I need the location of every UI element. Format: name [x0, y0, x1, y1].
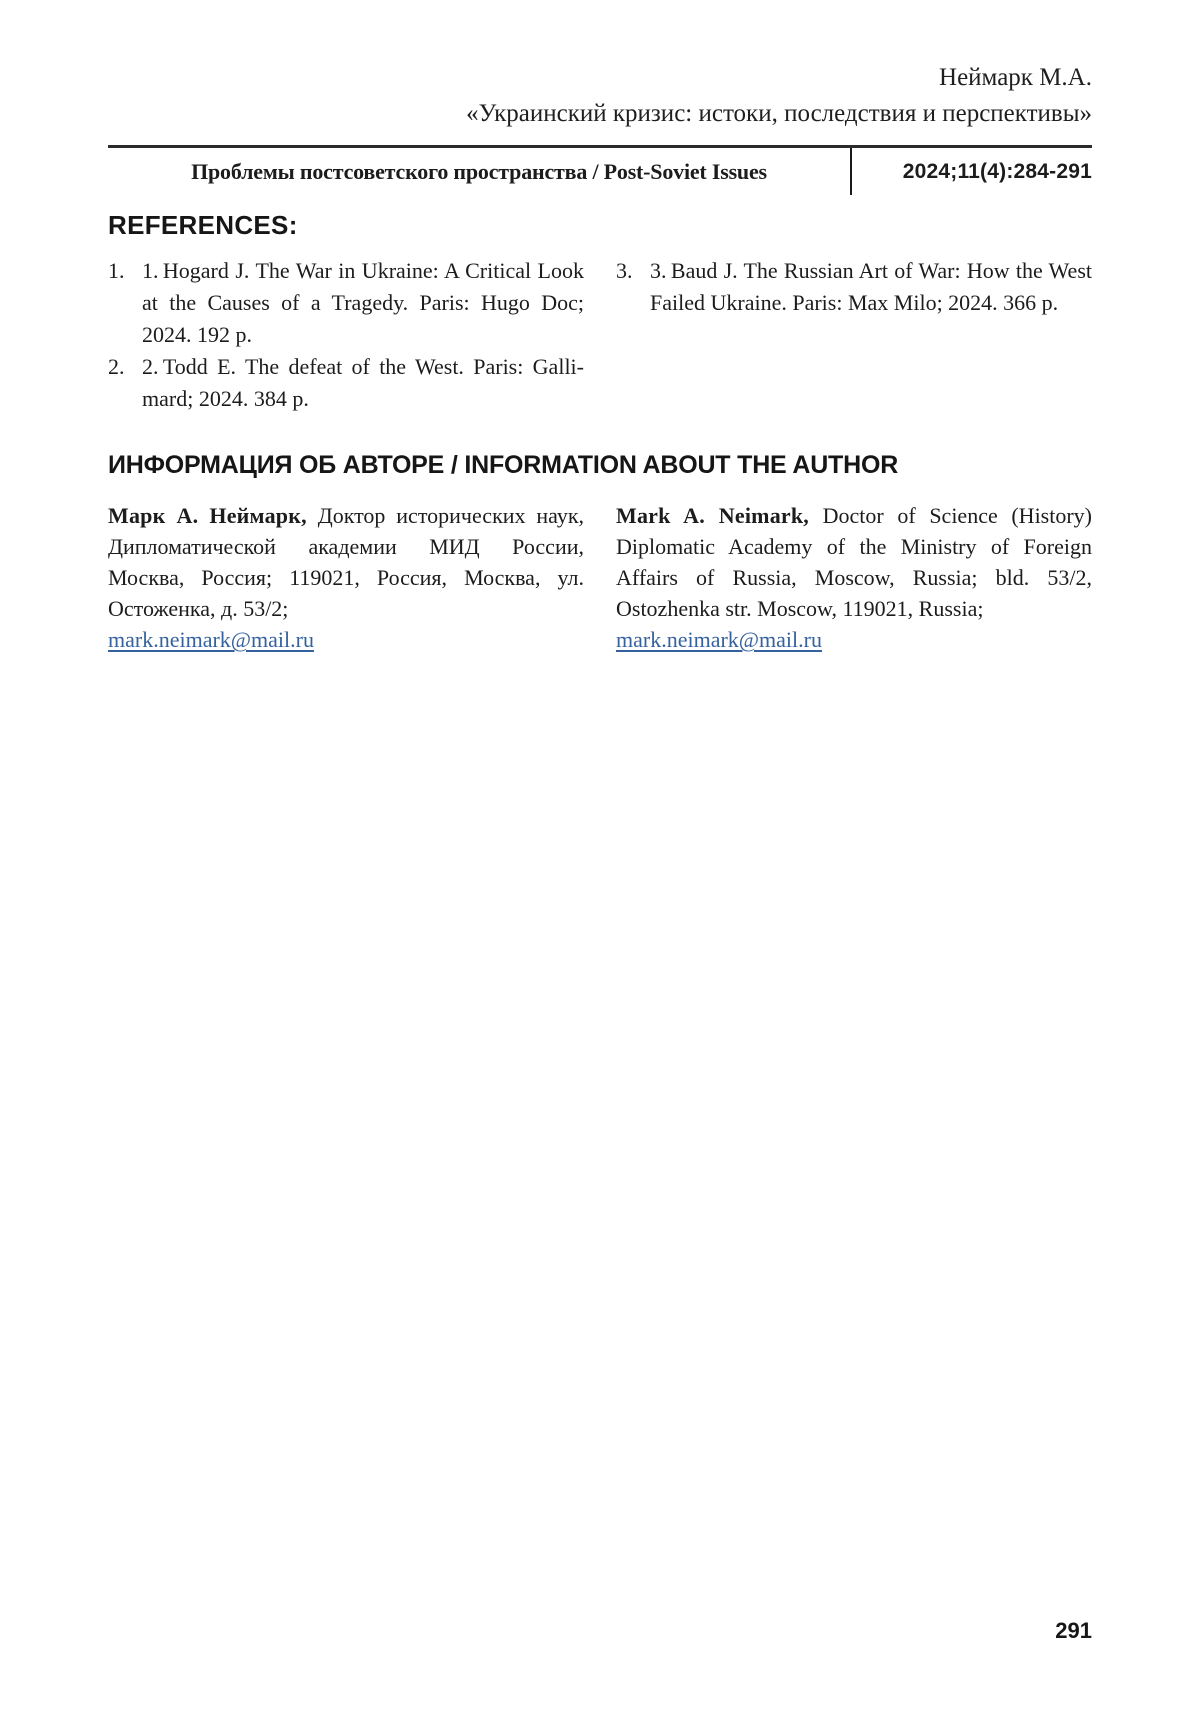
page-content: [108, 0, 1092, 655]
author-email-line: [616, 624, 1092, 655]
running-head-article-title: «Украинский кризис: истоки, последствия и перспективы»: [466, 100, 1092, 127]
author-description-ru: Доктор исторических наук, Дипломатической академии МИД России, Москва, Россия; 119021, Россия, Москва, ул. Остоженка, д. 53/2;: [108, 503, 585, 621]
reference-item-1: [108, 255, 584, 351]
references-heading: REFERENCES:: [108, 210, 298, 240]
journal-name: Проблемы постсоветского пространства / Post-Soviet Issues: [191, 158, 767, 184]
reference-text: 2. Todd E. The defeat of the West. Paris: Gallimard; 2024. 384 p.: [142, 354, 584, 411]
journal-bar: [108, 145, 1092, 195]
reference-text: 3. Baud J. The Russian Art of War: How the West Failed Ukraine. Paris: Max Milo; 2024. 366 p.: [650, 258, 1092, 315]
reference-item-2: [108, 351, 584, 415]
author-email-line: [108, 624, 584, 655]
references-columns: [108, 255, 1092, 415]
author-info-heading: ИНФОРМАЦИЯ ОБ АВТОРЕ / INFORMATION ABOUT THE AUTHOR: [108, 451, 899, 479]
reference-number: 3.: [616, 258, 633, 283]
author-description-en: Doctor of Science (History) Diplomatic Academy of the Ministry of Foreign Affairs of Russia, Moscow, Russia; bld. 53/2, Ostozhenka str. Moscow, 119021, Russia;: [616, 503, 1093, 621]
running-head-author: Неймарк М.А.: [939, 64, 1092, 91]
references-column-left: [108, 255, 584, 415]
reference-number: 1.: [108, 258, 125, 283]
author-name-en: Mark A. Neimark,: [616, 503, 809, 528]
author-email-link[interactable]: mark.neimark@mail.ru: [108, 627, 314, 652]
author-info-russian: [108, 500, 584, 655]
reference-item-3: [616, 255, 1092, 319]
reference-text: 1. Hogard J. The War in Ukraine: A Critical Look at the Causes of a Tragedy. Paris: Hugo Doc; 2024. 192 p.: [142, 258, 584, 347]
citation-volume-pages: 2024;11(4):284-291: [902, 159, 1092, 183]
author-info-english: [616, 500, 1092, 655]
running-head: [108, 0, 1092, 132]
page-number: 291: [1055, 1618, 1092, 1643]
references-column-right: [616, 255, 1092, 415]
author-info-columns: [108, 500, 1092, 655]
reference-number: 2.: [108, 354, 125, 379]
author-email-link[interactable]: mark.neimark@mail.ru: [616, 627, 822, 652]
author-name-ru: Марк А. Неймарк,: [108, 503, 307, 528]
